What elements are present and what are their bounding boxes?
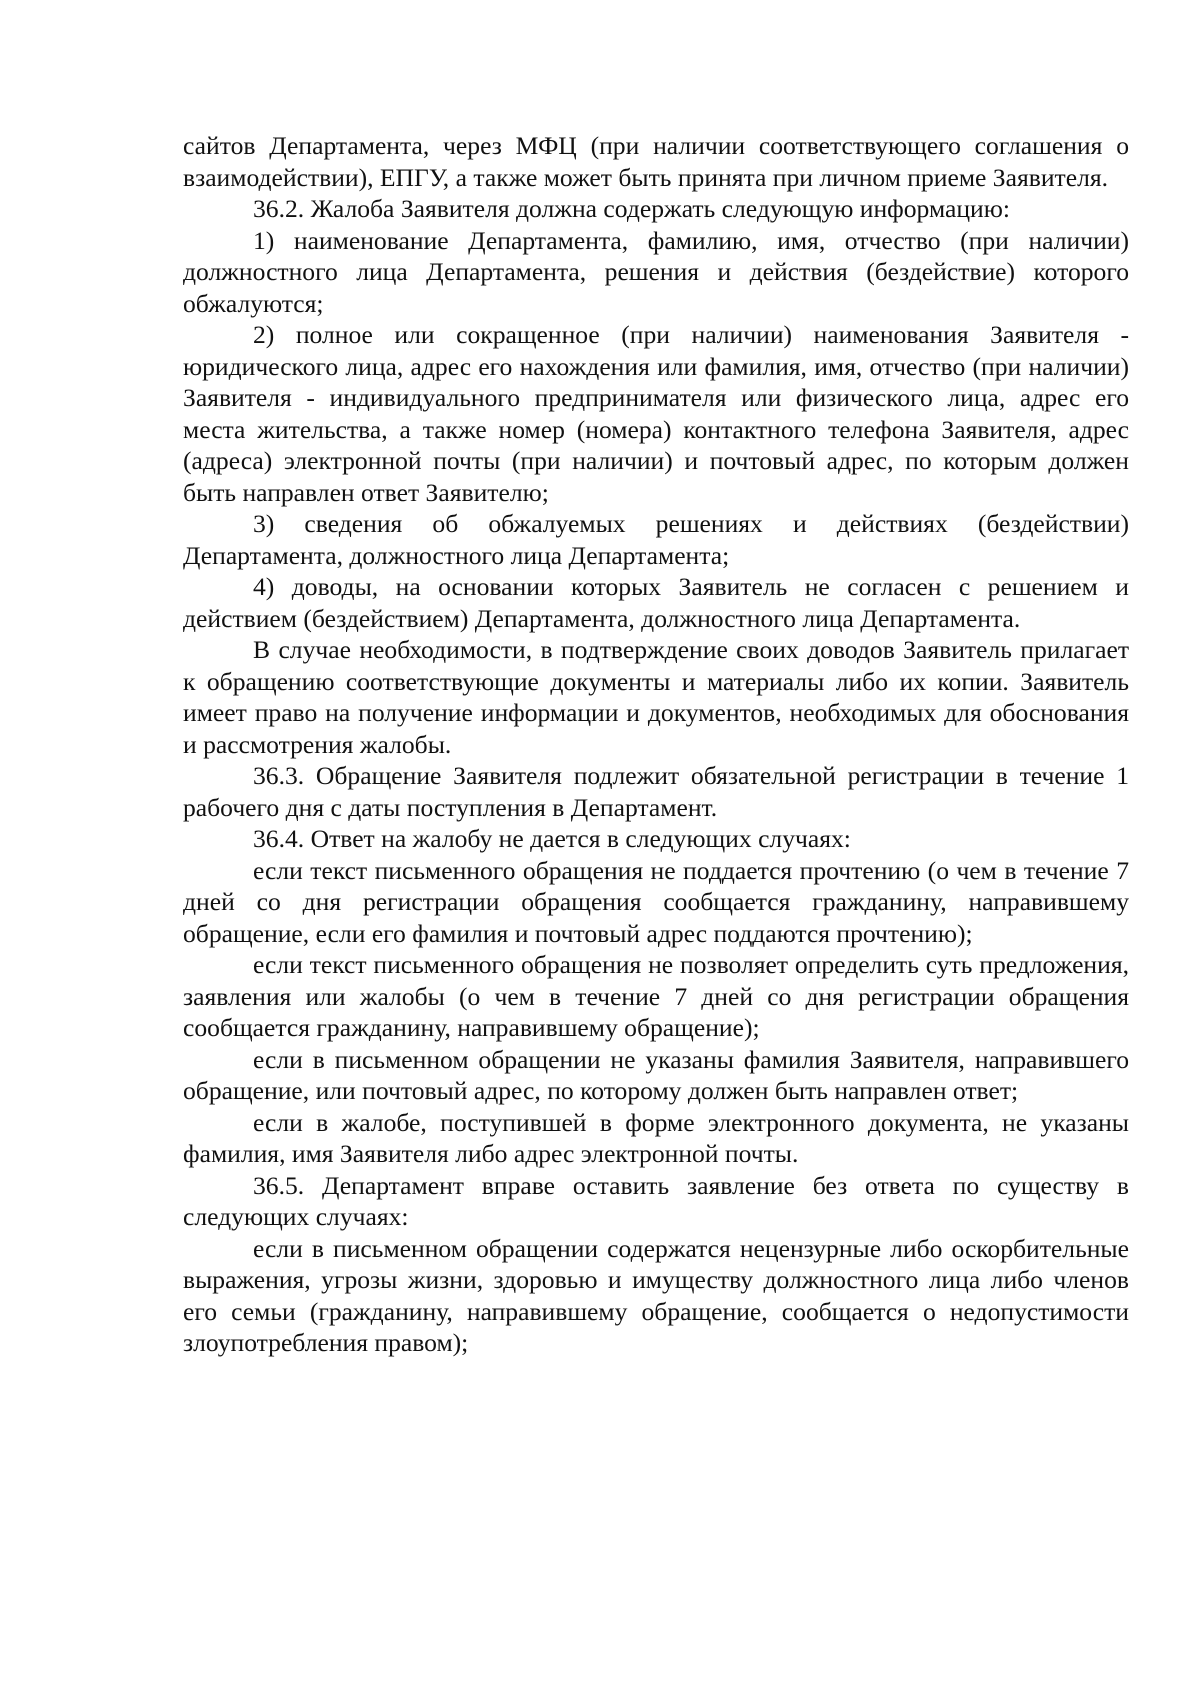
case-offensive-language: если в письменном обращении содержатся нецензурные либо оскорбительные выражения, угрозы жизни, здоровью и имуществу должностного лица либо членов его семьи (гражданину, направившему обращение, сообщается о недопустимости злоупотребления правом); — [183, 1233, 1129, 1357]
document-page — [183, 130, 1129, 1359]
paragraph-documents: В случае необходимости, в подтверждение своих доводов Заявитель прилагает к обращению соответствующие документы и материалы либо их копии. Заявитель имеет право на получение информации и документов, необходимых для обоснования и рассмотрения жалобы. — [183, 635, 1129, 759]
list-item-2: 2) полное или сокращенное (при наличии) наименования Заявителя - юридического лица, адрес его нахождения или фамилия, имя, отчество (при наличии) Заявителя - индивидуального предпринимателя или физического лица, адрес его места жительства, а также номер (номера) контактного телефона Заявителя, адрес (адреса) электронной почты (при наличии) и почтовый адрес, по которым должен быть направлен ответ Заявителю; — [183, 320, 1129, 507]
paragraph-36-3: 36.3. Обращение Заявителя подлежит обязательной регистрации в течение 1 рабочего дня с даты поступления в Департамент. — [183, 761, 1129, 822]
paragraph-36-4: 36.4. Ответ на жалобу не дается в следующих случаях: — [253, 824, 851, 853]
paragraph-36-2: 36.2. Жалоба Заявителя должна содержать следующую информацию: — [253, 194, 1010, 223]
case-no-surname-address: если в письменном обращении не указаны фамилия Заявителя, направившего обращение, или почтовый адрес, по которому должен быть направлен ответ; — [183, 1044, 1129, 1105]
paragraph-36-5: 36.5. Департамент вправе оставить заявление без ответа по существу в следующих случаях: — [183, 1170, 1129, 1231]
paragraph-continuation: сайтов Департамента, через МФЦ (при наличии соответствующего соглашения о взаимодействии), ЕПГУ, а также может быть принята при личном приеме Заявителя. — [183, 131, 1129, 192]
case-unreadable-text: если текст письменного обращения не поддается прочтению (о чем в течение 7 дней со дня регистрации обращения сообщается гражданину, направившему обращение, если его фамилия и почтовый адрес поддаются прочтению); — [183, 855, 1129, 948]
list-item-1: 1) наименование Департамента, фамилию, имя, отчество (при наличии) должностного лица Департамента, решения и действия (бездействие) которого обжалуются; — [183, 225, 1129, 318]
case-electronic-no-name: если в жалобе, поступившей в форме электронного документа, не указаны фамилия, имя Заявителя либо адрес электронной почты. — [183, 1107, 1129, 1168]
list-item-3: 3) сведения об обжалуемых решениях и действиях (бездействии) Департамента, должностного лица Департамента; — [183, 509, 1129, 570]
list-item-4: 4) доводы, на основании которых Заявитель не согласен с решением и действием (бездействием) Департамента, должностного лица Департамента. — [183, 572, 1129, 633]
case-unclear-essence: если текст письменного обращения не позволяет определить суть предложения, заявления или жалобы (о чем в течение 7 дней со дня регистрации обращения сообщается гражданину, направившему обращение); — [183, 950, 1129, 1042]
